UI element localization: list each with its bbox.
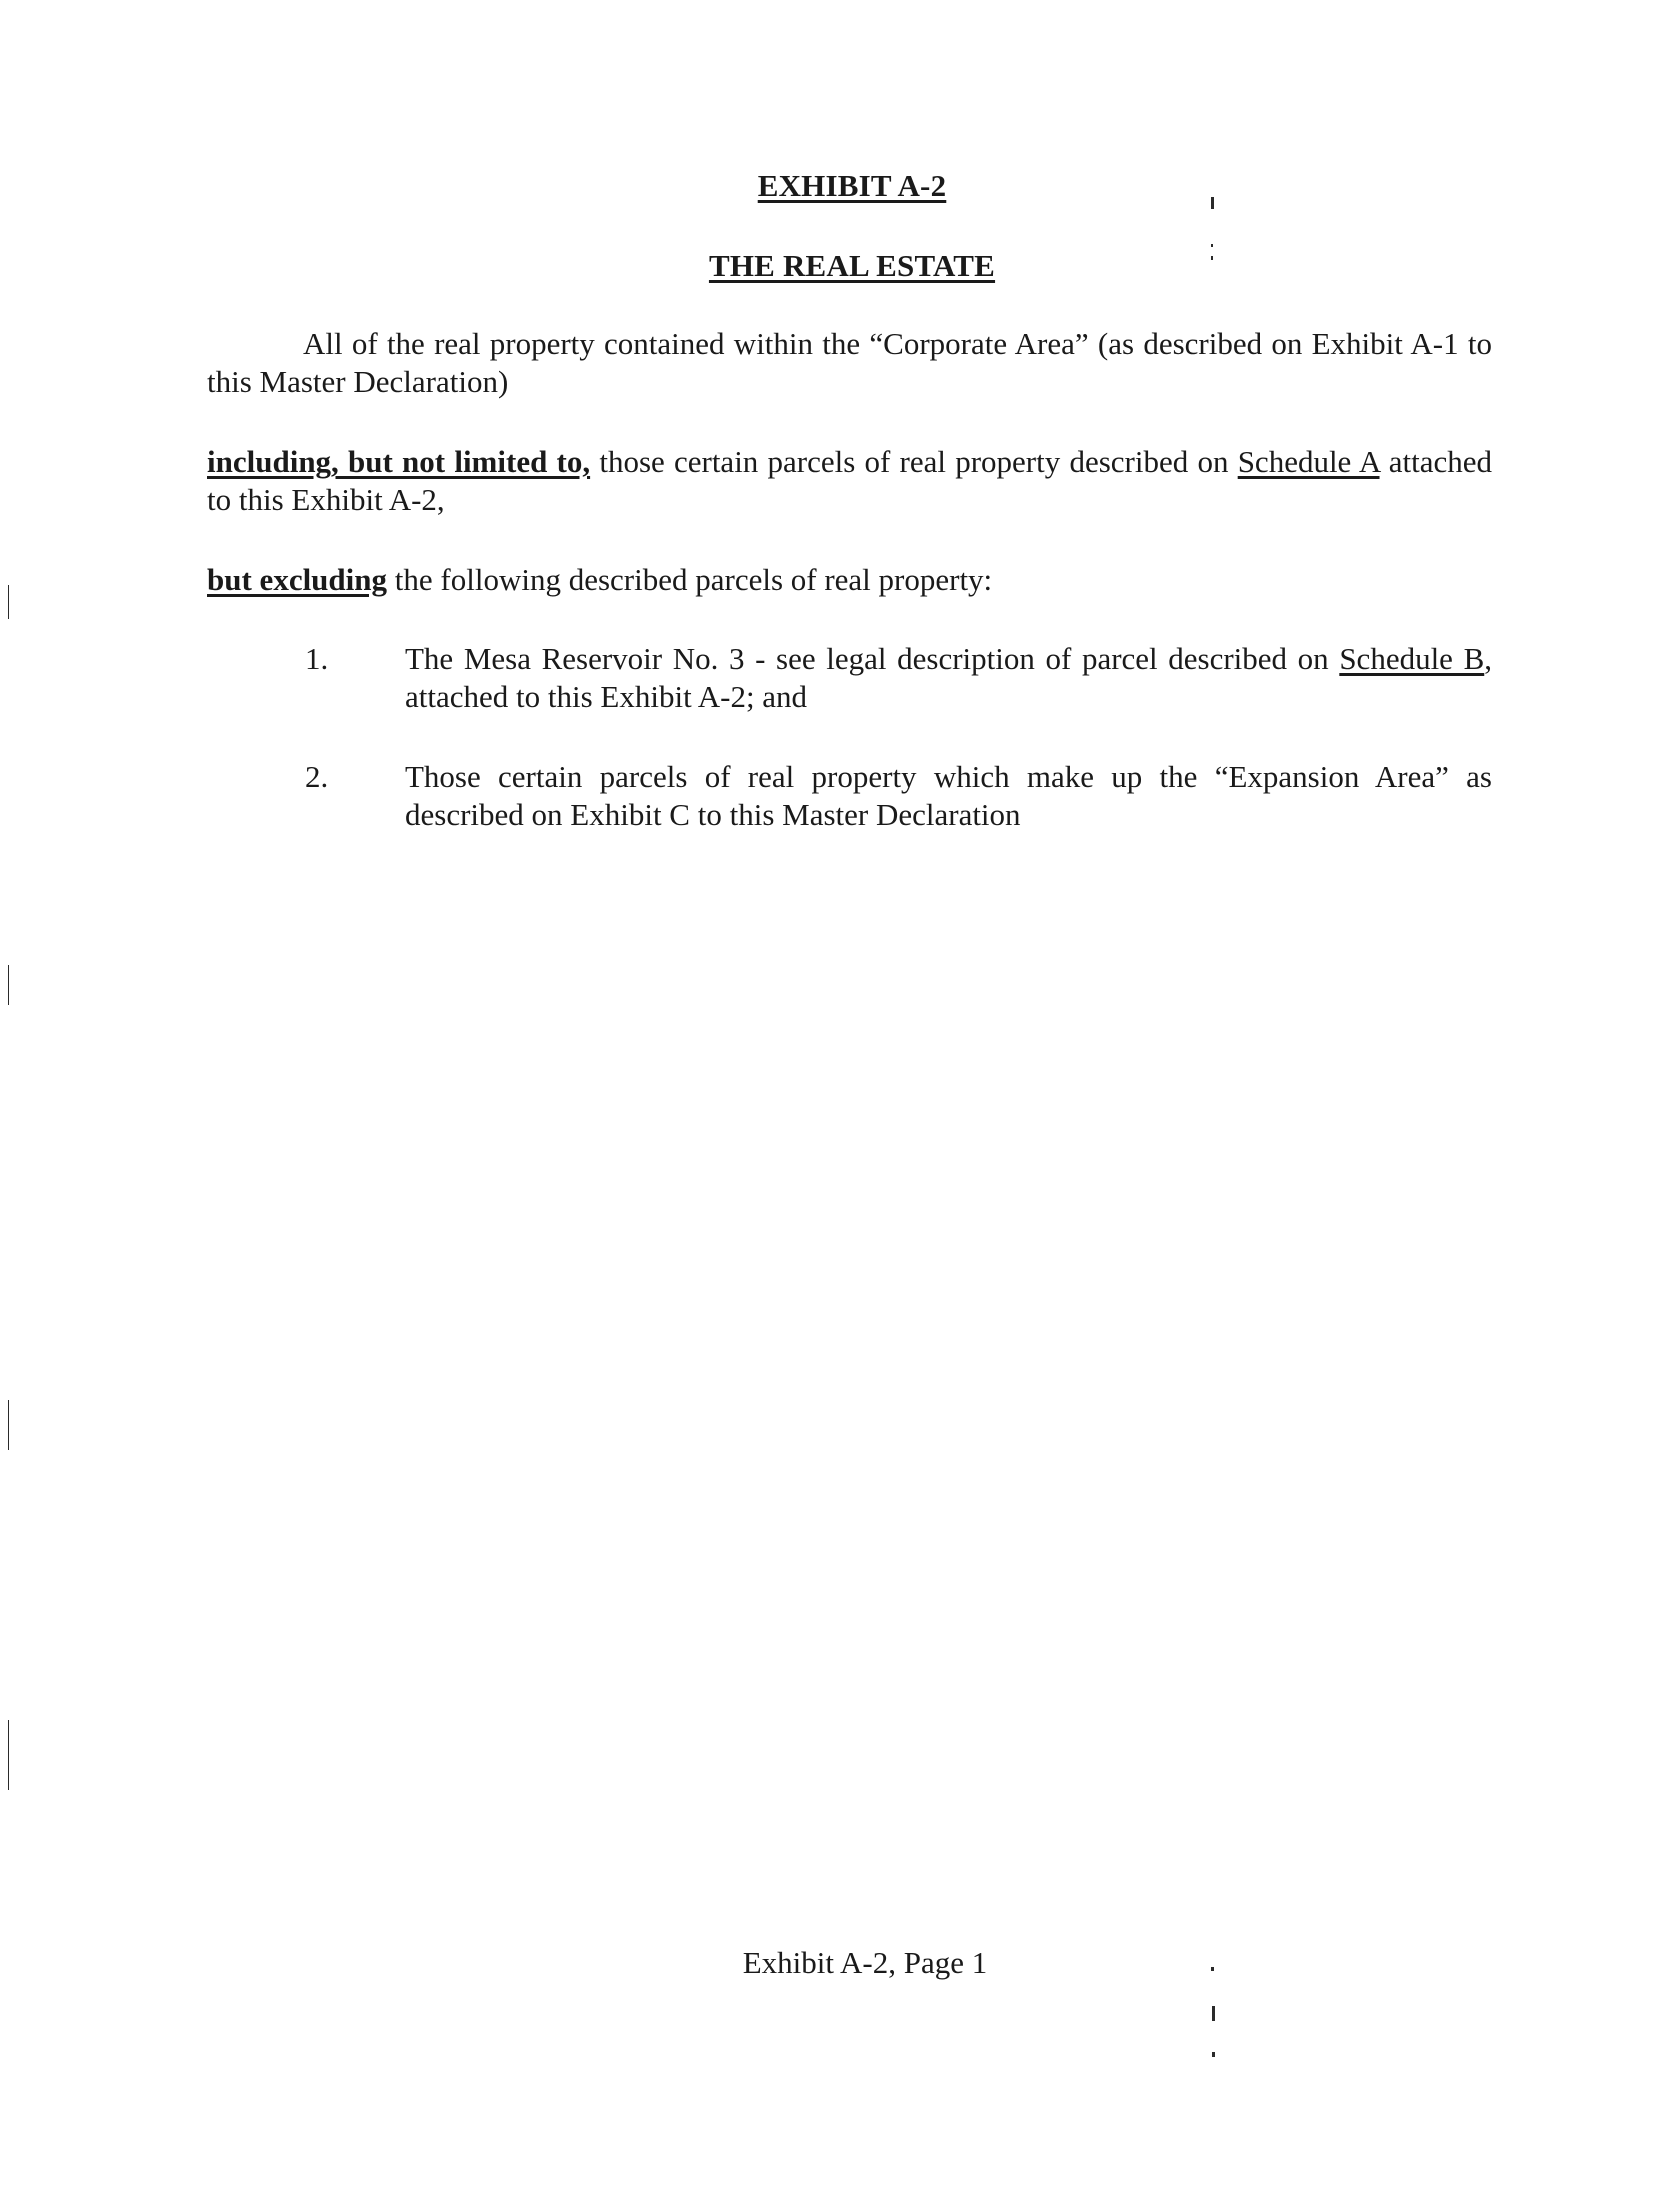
scan-artifact: [1212, 2052, 1215, 2057]
list-item-body: [405, 758, 1492, 834]
scan-artifact: [1211, 244, 1213, 247]
page-footer: Exhibit A-2, Page 1: [742, 1945, 988, 1980]
including-text: those certain parcels of real property described on: [590, 444, 1238, 479]
scan-artifact: [1211, 1967, 1214, 1971]
scan-artifact: [1211, 256, 1213, 260]
paragraph-including: [207, 443, 1492, 519]
list-item-number: 2.: [305, 759, 329, 794]
list-item-text: The Mesa Reservoir No. 3 - see legal description of parcel described on: [405, 641, 1340, 676]
scan-artifact: [8, 1400, 9, 1450]
list-item-body: [405, 640, 1492, 716]
schedule-a-reference: Schedule A: [1237, 444, 1380, 479]
section-title: THE REAL ESTATE: [708, 248, 996, 283]
list-item-text-end: , attached to this Exhibit A-2; and: [405, 641, 1492, 714]
scan-artifact: [8, 1720, 9, 1790]
including-lead: including, but not limited to,: [207, 444, 591, 479]
scan-artifact: [8, 965, 9, 1005]
exhibit-title: EXHIBIT A-2: [757, 168, 947, 203]
excluding-lead: but excluding: [207, 562, 388, 597]
schedule-b-reference: Schedule B: [1339, 641, 1485, 676]
scan-artifact: [8, 585, 9, 619]
scan-artifact: [1211, 197, 1214, 209]
excluding-text: the following described parcels of real property:: [387, 562, 993, 597]
list-item-text: Those certain parcels of real property which make up the “Expansion Area” as described on Exhibit C to this Master Declaration: [405, 759, 1492, 832]
scan-artifact: [1212, 2006, 1215, 2021]
paragraph-excluding: [207, 561, 1492, 599]
paragraph-corporate-area: [207, 325, 1492, 401]
list-item-number: 1.: [305, 641, 329, 676]
including-text-end: attached to this Exhibit A-2,: [207, 444, 1492, 517]
paragraph-text: All of the real property contained within the “Corporate Area” (as described on Exhibit A-1 to this Master Declaration): [207, 326, 1492, 399]
